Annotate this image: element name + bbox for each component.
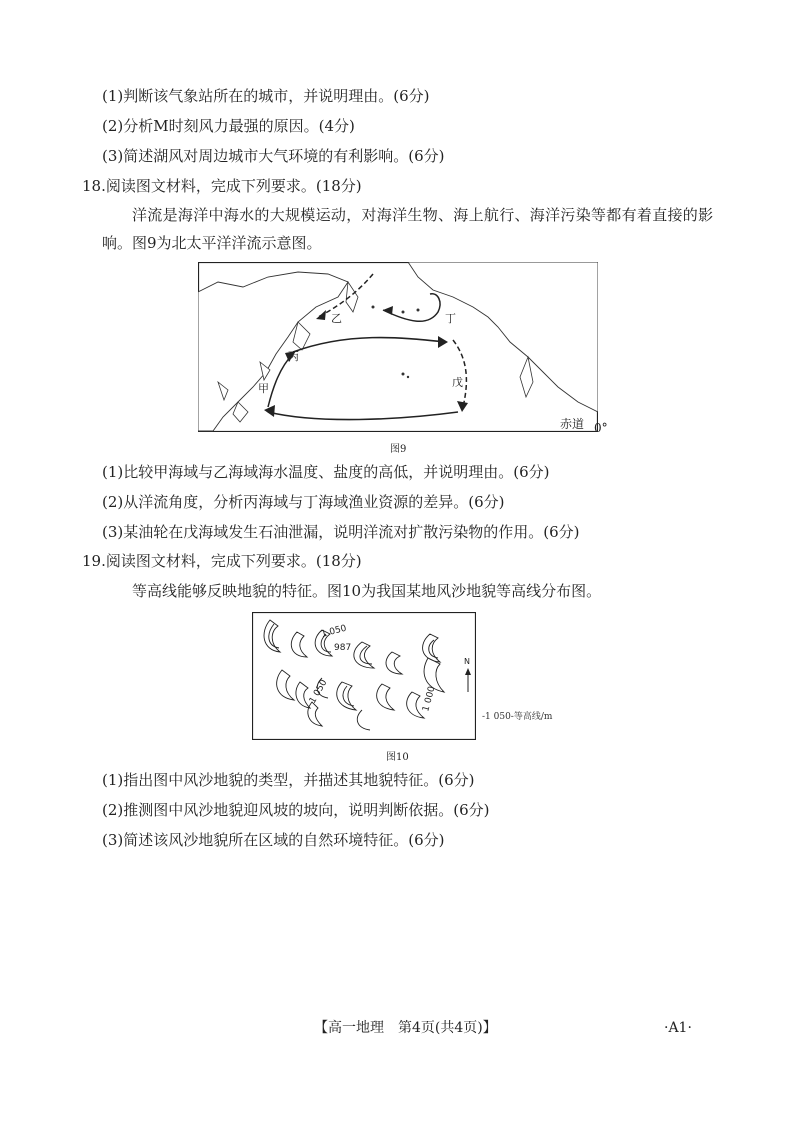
label-zero-degree: 0° <box>594 421 608 435</box>
figure-9-map <box>198 262 598 432</box>
q19-intro: 等高线能够反映地貌的特征。图10为我国某地风沙地貌等高线分布图。 <box>132 582 602 600</box>
q19-heading: 19.阅读图文材料，完成下列要求。(18分) <box>82 552 362 570</box>
contour-label-1000: 1 000 <box>421 685 438 713</box>
label-ding: 丁 <box>445 312 456 325</box>
label-yi: 乙 <box>331 312 342 325</box>
q18-intro-line1: 洋流是海洋中海水的大规模运动，对海洋生物、海上航行、海洋污染等都有着直接的影 <box>132 206 714 224</box>
label-wu: 戊 <box>452 376 463 389</box>
q19-item-2: (2)推测图中风沙地貌迎风坡的坡向，说明判断依据。(6分) <box>102 801 490 819</box>
q17-item-1: (1)判断该气象站所在的城市，并说明理由。(6分) <box>102 87 430 105</box>
contour-label-1050-bottom: 1 050 <box>307 678 330 706</box>
q18-item-3: (3)某油轮在戊海域发生石油泄漏，说明洋流对扩散污染物的作用。(6分) <box>102 523 580 541</box>
page-footer-center: 【高一地理 第4页(共4页)】 <box>314 1020 497 1036</box>
label-jia: 甲 <box>258 382 269 395</box>
q19-item-3: (3)简述该风沙地貌所在区域的自然环境特征。(6分) <box>102 831 445 849</box>
q18-item-1: (1)比较甲海域与乙海域海水温度、盐度的高低，并说明理由。(6分) <box>102 463 550 481</box>
label-bing: 丙 <box>288 350 299 363</box>
figure-10-contour-map <box>252 612 476 740</box>
contour-label-1050-top: 1 050 <box>320 623 348 640</box>
q18-item-2: (2)从洋流角度，分析丙海域与丁海域渔业资源的差异。(6分) <box>102 493 505 511</box>
contour-label-987: 987 <box>334 643 352 653</box>
q19-item-1: (1)指出图中风沙地貌的类型，并描述其地貌特征。(6分) <box>102 771 475 789</box>
figure-10-legend: -1 050-等高线/m <box>482 712 553 722</box>
north-label: N <box>464 657 470 666</box>
label-equator: 赤道 <box>560 417 585 431</box>
q18-heading: 18.阅读图文材料，完成下列要求。(18分) <box>82 177 362 195</box>
page-footer-right: ·A1· <box>664 1020 692 1036</box>
q17-item-3: (3)简述湖风对周边城市大气环境的有利影响。(6分) <box>102 147 445 165</box>
figure-9-caption: 图9 <box>390 444 407 455</box>
q18-intro-line2: 响。图9为北太平洋洋流示意图。 <box>102 234 322 252</box>
figure-10-caption: 图10 <box>386 752 409 763</box>
q17-item-2: (2)分析M时刻风力最强的原因。(4分) <box>102 117 355 135</box>
